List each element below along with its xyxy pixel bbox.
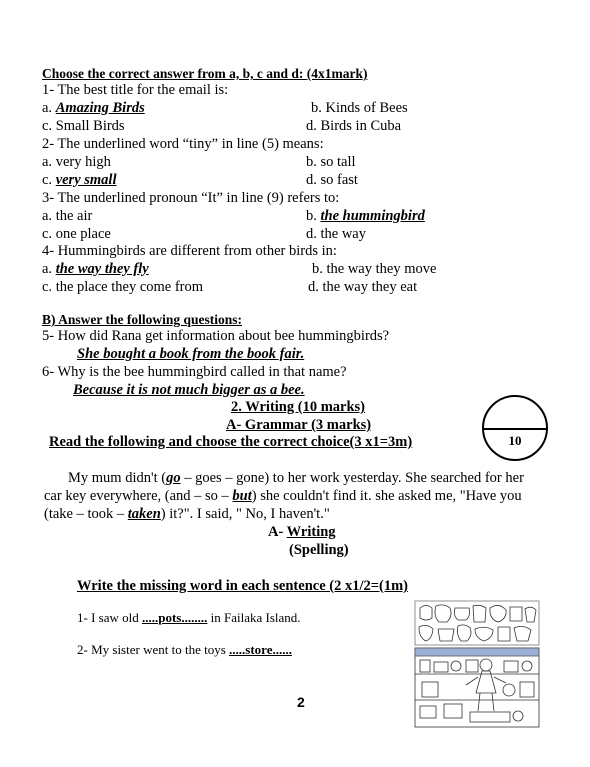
spelling-item-1: 1- I saw old .....pots........ in Failaka Island. (77, 610, 301, 625)
passage-answer-go: go (166, 470, 181, 486)
q1-option-c: c. Small Birds (42, 118, 125, 134)
passage-line-2: car key everywhere, (and – so – but) she couldn't find it. she asked me, "Have you (44, 488, 522, 504)
passage-line-1: My mum didn't (go – goes – gone) to her work yesterday. She searched for her (68, 470, 524, 486)
q3-option-a: a. the air (42, 208, 93, 224)
score-circle (482, 395, 548, 461)
spelling-answer-pots: .....pots........ (142, 610, 208, 625)
q2-option-c: c. very small (42, 172, 117, 188)
pots-drawing (415, 601, 539, 645)
passage-answer-taken: taken (127, 506, 161, 522)
q1-option-a-answer: Amazing Birds (55, 100, 145, 116)
page-number: 2 (297, 694, 305, 710)
section-a-instruction: Choose the correct answer from a, b, c and d: (4x1mark) (42, 66, 368, 81)
question-1-stem: 1- The best title for the email is: (42, 82, 229, 98)
spelling-instruction: Write the missing word in each sentence (2 x1/2=(1m) (77, 578, 408, 594)
spelling-item-2: 2- My sister went to the toys .....store...... (77, 642, 292, 657)
writing-section-heading: A- Writing (268, 524, 336, 540)
q2-option-a: a. very high (42, 154, 111, 170)
question-4-stem: 4- Hummingbirds are different from other birds in: (42, 243, 337, 259)
writing-heading: 2. Writing (10 marks) (231, 399, 365, 415)
q3-option-b: b. the hummingbird (306, 208, 425, 224)
q4-option-d: d. the way they eat (308, 279, 418, 295)
spelling-answer-store: .....store...... (229, 642, 292, 657)
q3-option-c: c. one place (42, 226, 111, 242)
spelling-subheading: (Spelling) (289, 542, 349, 558)
score-total: 10 (508, 433, 522, 448)
toy-store-drawing (415, 648, 539, 727)
q3-option-b-answer: the hummingbird (320, 208, 425, 224)
q2-option-b: b. so tall (306, 154, 356, 170)
grammar-instruction: Read the following and choose the correct choice(3 x1=3m) (49, 434, 413, 450)
q4-option-c: c. the place they come from (42, 279, 204, 295)
question-2-stem: 2- The underlined word “tiny” in line (5) means: (42, 136, 324, 152)
question-5: 5- How did Rana get information about bee hummingbirds? (42, 328, 390, 344)
q4-option-a: a. the way they fly (42, 261, 149, 277)
q4-option-a-answer: the way they fly (55, 261, 149, 277)
q1-option-b: b. Kinds of Bees (311, 100, 408, 116)
passage-answer-but: but (232, 488, 252, 504)
grammar-heading: A- Grammar (3 marks) (226, 417, 372, 433)
answer-6: Because it is not much bigger as a bee. (73, 382, 305, 398)
q3-option-d: d. the way (306, 226, 366, 242)
pots-and-toy-store-illustration (414, 600, 540, 728)
q4-option-b: b. the way they move (312, 261, 437, 277)
q1-option-d: d. Birds in Cuba (306, 118, 402, 134)
question-3-stem: 3- The underlined pronoun “It” in line (9) refers to: (42, 190, 340, 206)
answer-5: She bought a book from the book fair. (77, 346, 305, 362)
q2-option-d: d. so fast (306, 172, 358, 188)
section-b-heading: B) Answer the following questions: (42, 312, 243, 327)
q1-option-a: a. Amazing Birds (42, 100, 145, 116)
passage-line-3: (take – took – taken) it?". I said, " No, I haven't." (44, 506, 330, 522)
question-6: 6- Why is the bee hummingbird called in that name? (42, 364, 347, 380)
q2-option-c-answer: very small (55, 172, 117, 188)
score-divider (484, 428, 546, 430)
